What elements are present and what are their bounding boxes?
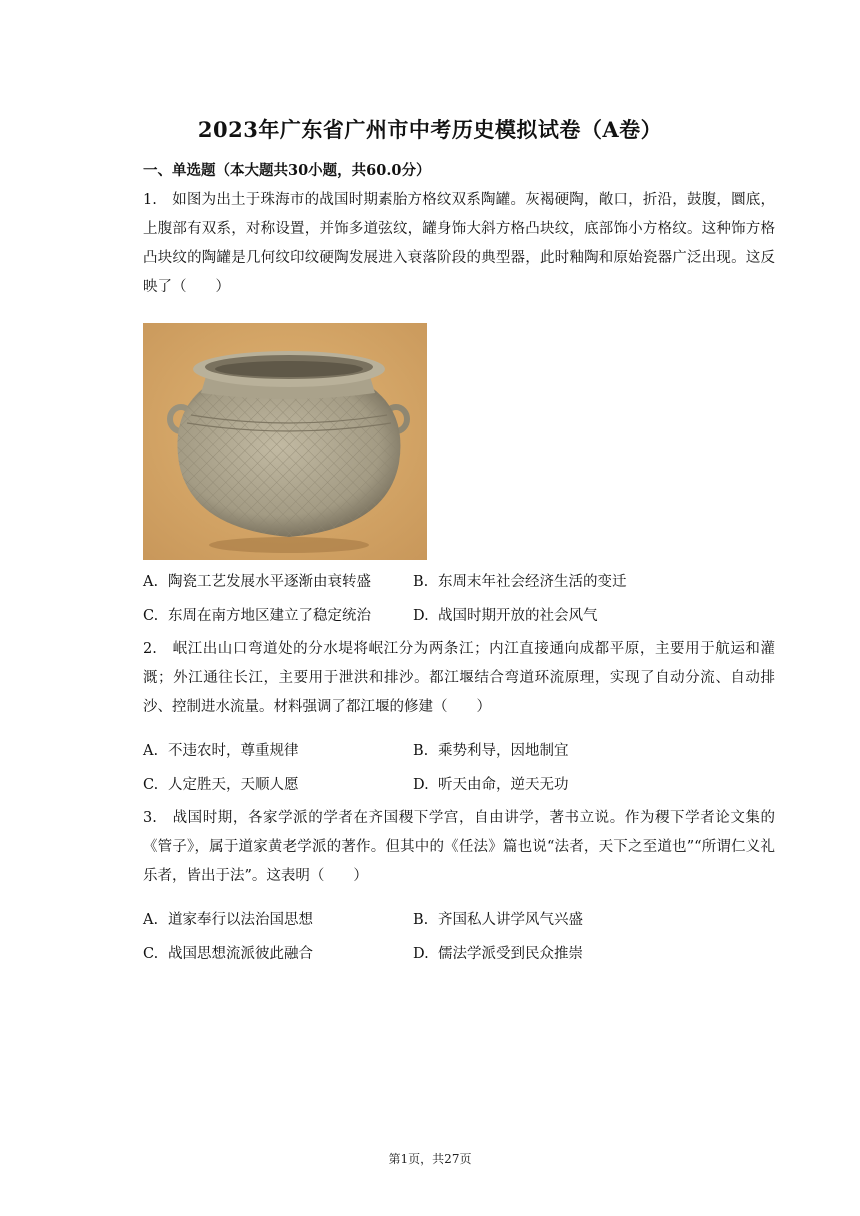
option-text: 齐国私人讲学风气兴盛	[438, 912, 583, 928]
option-1a[interactable]	[143, 572, 371, 592]
option-letter: D.	[413, 777, 429, 793]
option-text: 听天由命，逆天无功	[438, 777, 569, 793]
option-letter: B.	[413, 743, 429, 759]
option-text: 战国思想流派彼此融合	[168, 946, 313, 962]
option-3d[interactable]	[413, 944, 583, 964]
question-2	[143, 635, 775, 722]
option-text: 乘势利导，因地制宜	[438, 743, 569, 759]
option-2d[interactable]	[413, 775, 569, 795]
option-letter: D.	[413, 946, 429, 962]
page-title: 2023年广东省广州市中考历史模拟试卷（A卷）	[197, 117, 663, 142]
option-2b[interactable]	[413, 741, 569, 761]
option-letter: A.	[143, 743, 159, 759]
option-text: 东周在南方地区建立了稳定统治	[168, 608, 371, 624]
section-heading: 一、单选题（本大题共30小题，共60.0分）	[143, 162, 431, 179]
option-1c[interactable]	[143, 606, 371, 626]
option-2c[interactable]	[143, 775, 299, 795]
question-number: 1.	[143, 192, 157, 208]
option-text: 陶瓷工艺发展水平逐渐由衰转盛	[168, 574, 371, 590]
option-text: 道家奉行以法治国思想	[168, 912, 313, 928]
option-text: 儒法学派受到民众推崇	[438, 946, 583, 962]
question-stem: 战国时期，各家学派的学者在齐国稷下学宫，自由讲学，著书立说。作为稷下学者论文集的《管子》，属于道家黄老学派的著作。但其中的《任法》篇也说“法者，天下之至道也”“所谓仁义礼乐者，皆出于法”。这表明（ ）	[143, 810, 775, 884]
question-number: 2.	[143, 641, 157, 657]
option-3b[interactable]	[413, 910, 583, 930]
option-letter: D.	[413, 608, 429, 624]
question-3	[143, 804, 775, 891]
question-stem: 如图为出土于珠海市的战国时期素胎方格纹双系陶罐。灰褐硬陶，敞口，折沿，鼓腹，圜底，上腹部有双系，对称设置，并饰多道弦纹，罐身饰大斜方格凸块纹，底部饰小方格纹。这种饰方格凸块纹的陶罐是几何纹印纹硬陶发展进入衰落阶段的典型器，此时釉陶和原始瓷器广泛出现。这反映了（ ）	[143, 192, 775, 295]
option-letter: A.	[143, 912, 159, 928]
question-1	[143, 186, 775, 302]
option-letter: A.	[143, 574, 159, 590]
option-text: 战国时期开放的社会风气	[438, 608, 598, 624]
option-letter: B.	[413, 574, 429, 590]
option-letter: C.	[143, 608, 159, 624]
question-number: 3.	[143, 810, 157, 826]
option-text: 东周末年社会经济生活的变迁	[438, 574, 627, 590]
option-3c[interactable]	[143, 944, 313, 964]
option-letter: B.	[413, 912, 429, 928]
option-text: 人定胜天，天顺人愿	[168, 777, 299, 793]
option-text: 不违农时，尊重规律	[168, 743, 299, 759]
option-letter: C.	[143, 777, 159, 793]
question-stem: 岷江出山口弯道处的分水堤将岷江分为两条江；内江直接通向成都平原，主要用于航运和灌溉；外江通往长江，主要用于泄洪和排沙。都江堰结合弯道环流原理，实现了自动分流、自动排沙、控制进水流量。材料强调了都江堰的修建（ ）	[143, 641, 775, 715]
pottery-jar-photo	[143, 323, 427, 560]
option-1d[interactable]	[413, 606, 598, 626]
option-3a[interactable]	[143, 910, 313, 930]
option-1b[interactable]	[413, 572, 627, 592]
option-letter: C.	[143, 946, 159, 962]
page-footer: 第1页，共27页	[388, 1152, 472, 1166]
option-2a[interactable]	[143, 741, 299, 761]
